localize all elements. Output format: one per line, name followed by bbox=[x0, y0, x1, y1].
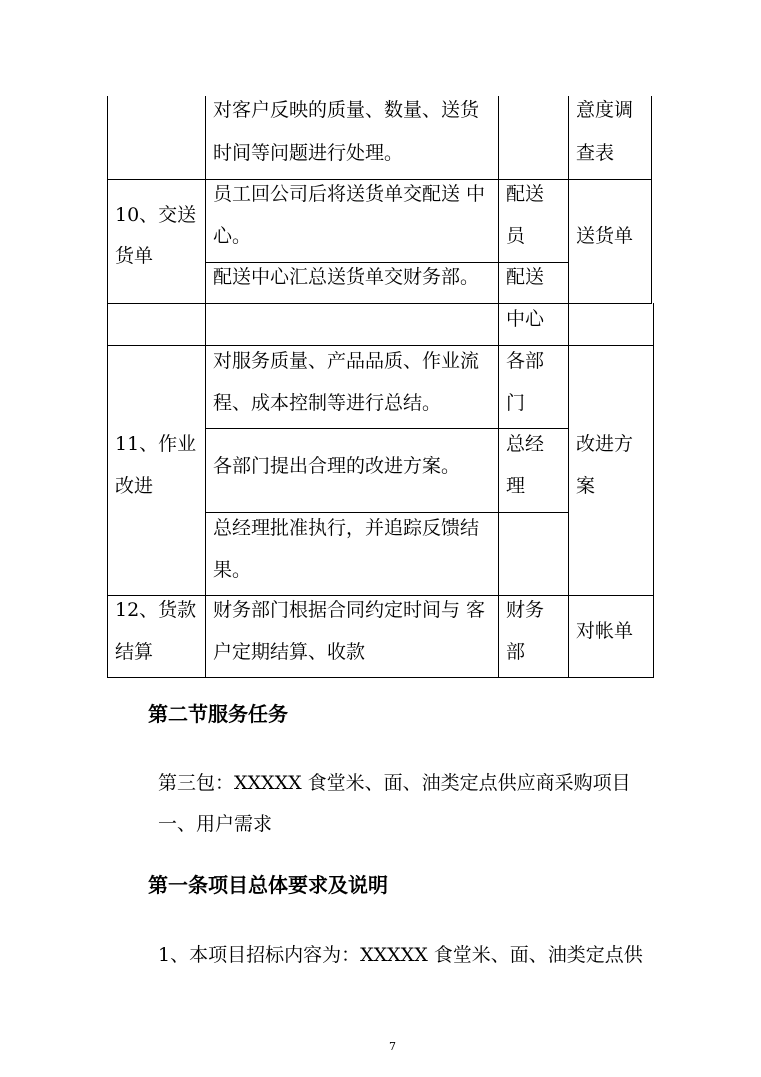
rule bbox=[205, 262, 569, 263]
table-cell-desc: 程、成本控制等进行总结。 bbox=[213, 392, 442, 414]
table-cell-resp: 部 bbox=[506, 641, 526, 663]
table-cell-desc: 配送中心汇总送货单交财务部。 bbox=[213, 266, 480, 288]
table-cell-step: 12、货款 bbox=[115, 599, 197, 621]
table-cell-desc: 心。 bbox=[213, 225, 252, 247]
requirement-heading: 一、用户需求 bbox=[158, 813, 273, 835]
table-cell-desc: 财务部门根据合同约定时间与 客 bbox=[213, 599, 486, 621]
table-cell-step: 10、交送 bbox=[115, 204, 197, 226]
article-line: 1、本项目招标内容为：XXXXX 食堂米、面、油类定点供 bbox=[158, 944, 643, 966]
table-cell-desc: 果。 bbox=[213, 559, 252, 581]
table-cell-doc: 送货单 bbox=[576, 225, 634, 247]
page-number: 7 bbox=[389, 1040, 396, 1053]
table-cell-resp: 配送 bbox=[506, 183, 545, 205]
table-cell-desc: 员工回公司后将送货单交配送 中 bbox=[213, 183, 486, 205]
rule bbox=[498, 96, 499, 678]
article-title: 第一条项目总体要求及说明 bbox=[148, 873, 388, 897]
rule bbox=[653, 303, 654, 678]
table-cell-step: 改进 bbox=[115, 475, 154, 497]
table-cell-resp: 总经 bbox=[506, 433, 545, 455]
table-cell-desc: 总经理批准执行，并追踪反馈结 bbox=[213, 517, 480, 539]
table-cell-desc: 各部门提出合理的改进方案。 bbox=[213, 455, 461, 477]
table-cell-step: 11、作业 bbox=[115, 433, 197, 455]
rule bbox=[651, 96, 652, 304]
rule bbox=[568, 96, 569, 678]
rule bbox=[107, 303, 651, 304]
table-cell-desc: 对客户反映的质量、数量、送货 bbox=[213, 99, 480, 121]
table-cell-resp: 财务 bbox=[506, 599, 545, 621]
table-cell-desc: 时间等问题进行处理。 bbox=[213, 142, 404, 164]
section-title: 第二节服务任务 bbox=[148, 702, 288, 726]
rule bbox=[107, 345, 653, 346]
rule bbox=[107, 677, 653, 678]
table-cell-step: 结算 bbox=[115, 641, 154, 663]
table-cell-resp: 中心 bbox=[506, 308, 545, 330]
table-cell-desc: 对服务质量、产品品质、作业流 bbox=[213, 350, 480, 372]
rule bbox=[205, 96, 206, 678]
table-cell-doc: 改进方 bbox=[576, 433, 634, 455]
rule bbox=[205, 512, 569, 513]
rule bbox=[205, 428, 569, 429]
table-cell-resp: 配送 bbox=[506, 266, 545, 288]
rule bbox=[107, 595, 653, 596]
table-cell-desc: 户定期结算、收款 bbox=[213, 641, 366, 663]
table-cell-step: 货单 bbox=[115, 245, 154, 267]
package-line: 第三包：XXXXX 食堂米、面、油类定点供应商采购项目 bbox=[158, 772, 631, 794]
rule bbox=[107, 179, 651, 180]
table-cell-doc: 意度调 bbox=[576, 99, 634, 121]
table-cell-resp: 员 bbox=[506, 225, 526, 247]
table-cell-resp: 理 bbox=[506, 475, 526, 497]
table-cell-doc: 案 bbox=[576, 475, 596, 497]
table-cell-doc: 对帐单 bbox=[576, 620, 634, 642]
table-cell-doc: 查表 bbox=[576, 142, 615, 164]
table-cell-resp: 各部 bbox=[506, 350, 545, 372]
table-cell-resp: 门 bbox=[506, 392, 526, 414]
rule bbox=[107, 96, 108, 678]
